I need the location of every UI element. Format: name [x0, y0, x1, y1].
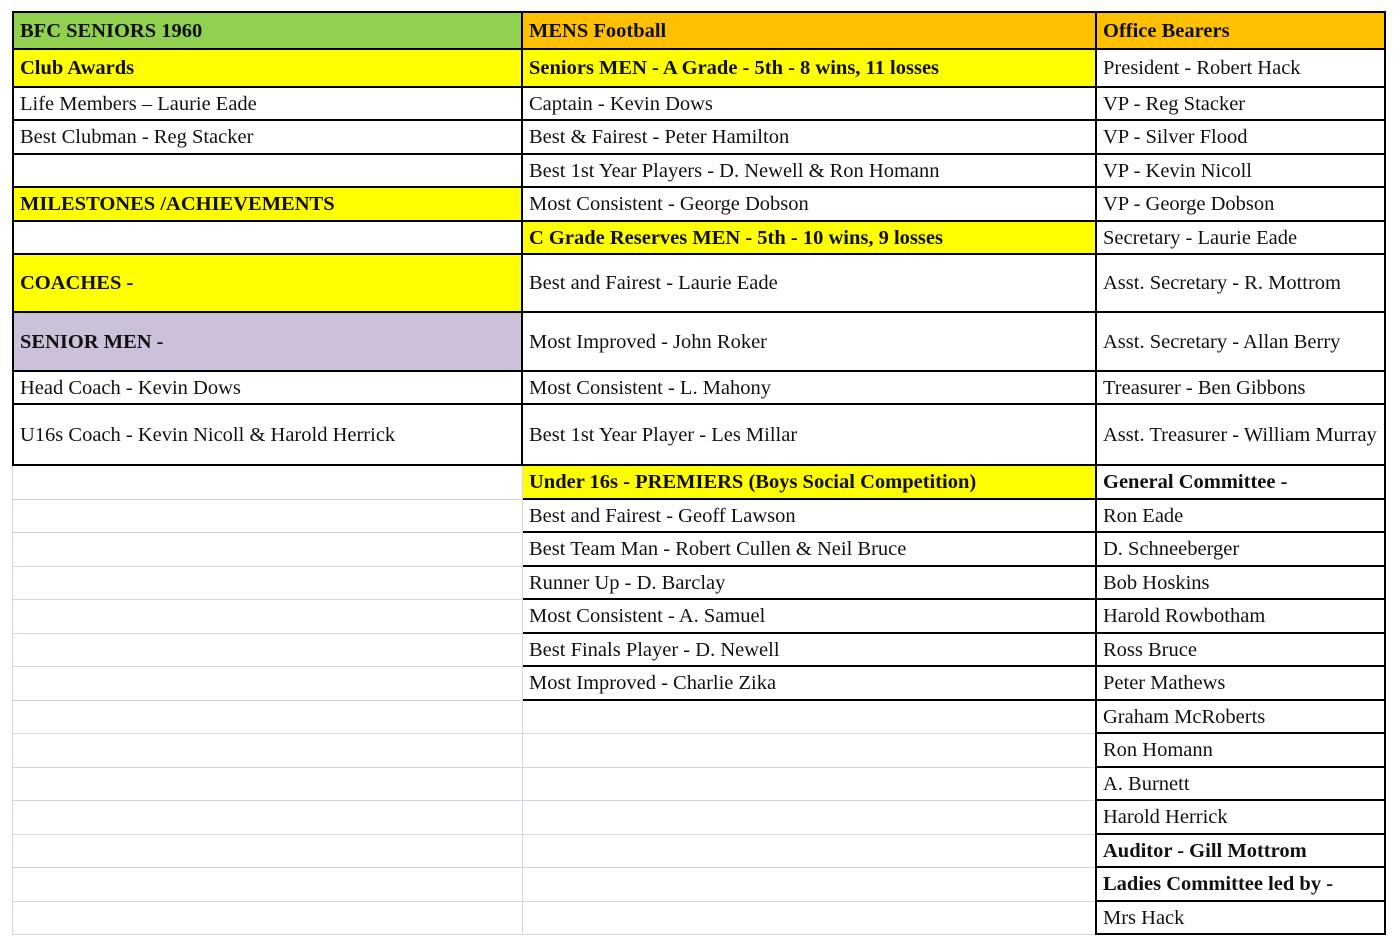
cell-right[interactable]: Asst. Treasurer - William Murray	[1097, 405, 1386, 466]
table-row	[12, 88, 1386, 121]
cell-right[interactable]: Ladies Committee led by -	[1095, 868, 1386, 902]
cell-middle[interactable]: Best 1st Year Player - Les Millar	[523, 405, 1097, 466]
cell-left[interactable]	[12, 734, 523, 768]
cell-left[interactable]	[12, 466, 523, 500]
table-row	[12, 801, 1386, 835]
table-row	[12, 155, 1386, 188]
table-row	[12, 868, 1386, 902]
cell-right[interactable]: Harold Herrick	[1095, 801, 1386, 835]
cell-right[interactable]: VP - Kevin Nicoll	[1097, 155, 1386, 188]
table-row	[12, 902, 1386, 935]
cell-left[interactable]: BFC SENIORS 1960	[12, 11, 523, 50]
cell-middle[interactable]	[523, 801, 1097, 835]
cell-left[interactable]	[12, 868, 523, 902]
cell-right[interactable]: Ron Eade	[1097, 500, 1386, 533]
cell-left[interactable]	[12, 533, 523, 567]
cell-left[interactable]	[12, 801, 523, 835]
cell-left[interactable]: COACHES -	[12, 255, 523, 313]
cell-middle[interactable]	[523, 902, 1097, 935]
table-row	[12, 701, 1386, 734]
cell-left[interactable]	[12, 902, 523, 935]
cell-middle[interactable]	[523, 835, 1097, 868]
table-row	[12, 405, 1386, 466]
table-row	[12, 634, 1386, 667]
cell-middle[interactable]: Runner Up - D. Barclay	[523, 567, 1097, 600]
cell-left[interactable]: Best Clubman - Reg Stacker	[12, 121, 523, 155]
cell-left[interactable]: Club Awards	[12, 50, 523, 88]
cell-middle[interactable]: Seniors MEN - A Grade - 5th - 8 wins, 11 losses	[523, 50, 1097, 88]
cell-middle[interactable]: Most Improved - Charlie Zika	[523, 667, 1097, 701]
cell-middle[interactable]	[523, 734, 1097, 768]
cell-right[interactable]: D. Schneeberger	[1097, 533, 1386, 567]
cell-middle[interactable]: Captain - Kevin Dows	[523, 88, 1097, 121]
cell-left[interactable]	[12, 634, 523, 667]
cell-right[interactable]: VP - Reg Stacker	[1097, 88, 1386, 121]
cell-right[interactable]: Peter Mathews	[1097, 667, 1386, 701]
table-row	[12, 600, 1386, 634]
cell-middle[interactable]: C Grade Reserves MEN - 5th - 10 wins, 9 losses	[523, 222, 1097, 255]
table-row	[12, 567, 1386, 600]
cell-left[interactable]: MILESTONES /ACHIEVEMENTS	[12, 188, 523, 222]
cell-middle[interactable]: Best Finals Player - D. Newell	[523, 634, 1097, 667]
cell-left[interactable]	[12, 768, 523, 801]
cell-left[interactable]	[12, 600, 523, 634]
table-row	[12, 734, 1386, 768]
table-row	[12, 667, 1386, 701]
cell-left[interactable]: SENIOR MEN -	[12, 313, 523, 372]
cell-left[interactable]	[12, 500, 523, 533]
spreadsheet-grid	[12, 11, 1386, 935]
table-row	[12, 222, 1386, 255]
cell-left[interactable]	[12, 155, 523, 188]
cell-middle[interactable]: Under 16s - PREMIERS (Boys Social Competition)	[523, 466, 1097, 500]
cell-left[interactable]: Head Coach - Kevin Dows	[12, 372, 523, 405]
cell-middle[interactable]: Best Team Man - Robert Cullen & Neil Bruce	[523, 533, 1097, 567]
cell-left[interactable]: Life Members – Laurie Eade	[12, 88, 523, 121]
cell-left[interactable]: U16s Coach - Kevin Nicoll & Harold Herrick	[12, 405, 523, 466]
cell-middle[interactable]: Best 1st Year Players - D. Newell & Ron Homann	[523, 155, 1097, 188]
table-row	[12, 188, 1386, 222]
table-row	[12, 313, 1386, 372]
cell-left[interactable]	[12, 667, 523, 701]
cell-middle[interactable]: Best and Fairest - Geoff Lawson	[523, 500, 1097, 533]
cell-right[interactable]: Ross Bruce	[1097, 634, 1386, 667]
cell-middle[interactable]: MENS Football	[523, 11, 1097, 50]
cell-right[interactable]: Asst. Secretary - Allan Berry	[1097, 313, 1386, 372]
cell-right[interactable]: A. Burnett	[1095, 768, 1386, 801]
cell-left[interactable]	[12, 701, 523, 734]
table-row	[12, 533, 1386, 567]
cell-right[interactable]: Treasurer - Ben Gibbons	[1097, 372, 1386, 405]
cell-right[interactable]: Harold Rowbotham	[1097, 600, 1386, 634]
cell-left[interactable]	[12, 835, 523, 868]
cell-right[interactable]: VP - George Dobson	[1097, 188, 1386, 222]
cell-right[interactable]: Auditor - Gill Mottrom	[1095, 835, 1386, 868]
table-row	[12, 835, 1386, 868]
cell-middle[interactable]	[523, 768, 1097, 801]
cell-right[interactable]: Ron Homann	[1095, 734, 1386, 768]
cell-middle[interactable]	[523, 868, 1097, 902]
cell-right[interactable]: Asst. Secretary - R. Mottrom	[1097, 255, 1386, 313]
table-row	[12, 500, 1386, 533]
cell-middle[interactable]: Most Consistent - L. Mahony	[523, 372, 1097, 405]
cell-middle[interactable]: Most Consistent - George Dobson	[523, 188, 1097, 222]
cell-right[interactable]: Bob Hoskins	[1097, 567, 1386, 600]
table-row	[12, 121, 1386, 155]
cell-middle[interactable]	[523, 701, 1097, 734]
table-row	[12, 372, 1386, 405]
cell-right[interactable]: General Committee -	[1097, 466, 1386, 500]
cell-left[interactable]	[12, 222, 523, 255]
cell-right[interactable]: Graham McRoberts	[1095, 701, 1386, 734]
cell-right[interactable]: Office Bearers	[1097, 11, 1386, 50]
table-row	[12, 50, 1386, 88]
cell-middle[interactable]: Most Consistent - A. Samuel	[523, 600, 1097, 634]
cell-right[interactable]: President - Robert Hack	[1097, 50, 1386, 88]
cell-left[interactable]	[12, 567, 523, 600]
table-row	[12, 11, 1386, 50]
table-row	[12, 466, 1386, 500]
cell-middle[interactable]: Best & Fairest - Peter Hamilton	[523, 121, 1097, 155]
cell-right[interactable]: Secretary - Laurie Eade	[1097, 222, 1386, 255]
table-row	[12, 768, 1386, 801]
cell-middle[interactable]: Most Improved - John Roker	[523, 313, 1097, 372]
cell-right[interactable]: Mrs Hack	[1095, 902, 1386, 935]
cell-right[interactable]: VP - Silver Flood	[1097, 121, 1386, 155]
table-row	[12, 255, 1386, 313]
cell-middle[interactable]: Best and Fairest - Laurie Eade	[523, 255, 1097, 313]
